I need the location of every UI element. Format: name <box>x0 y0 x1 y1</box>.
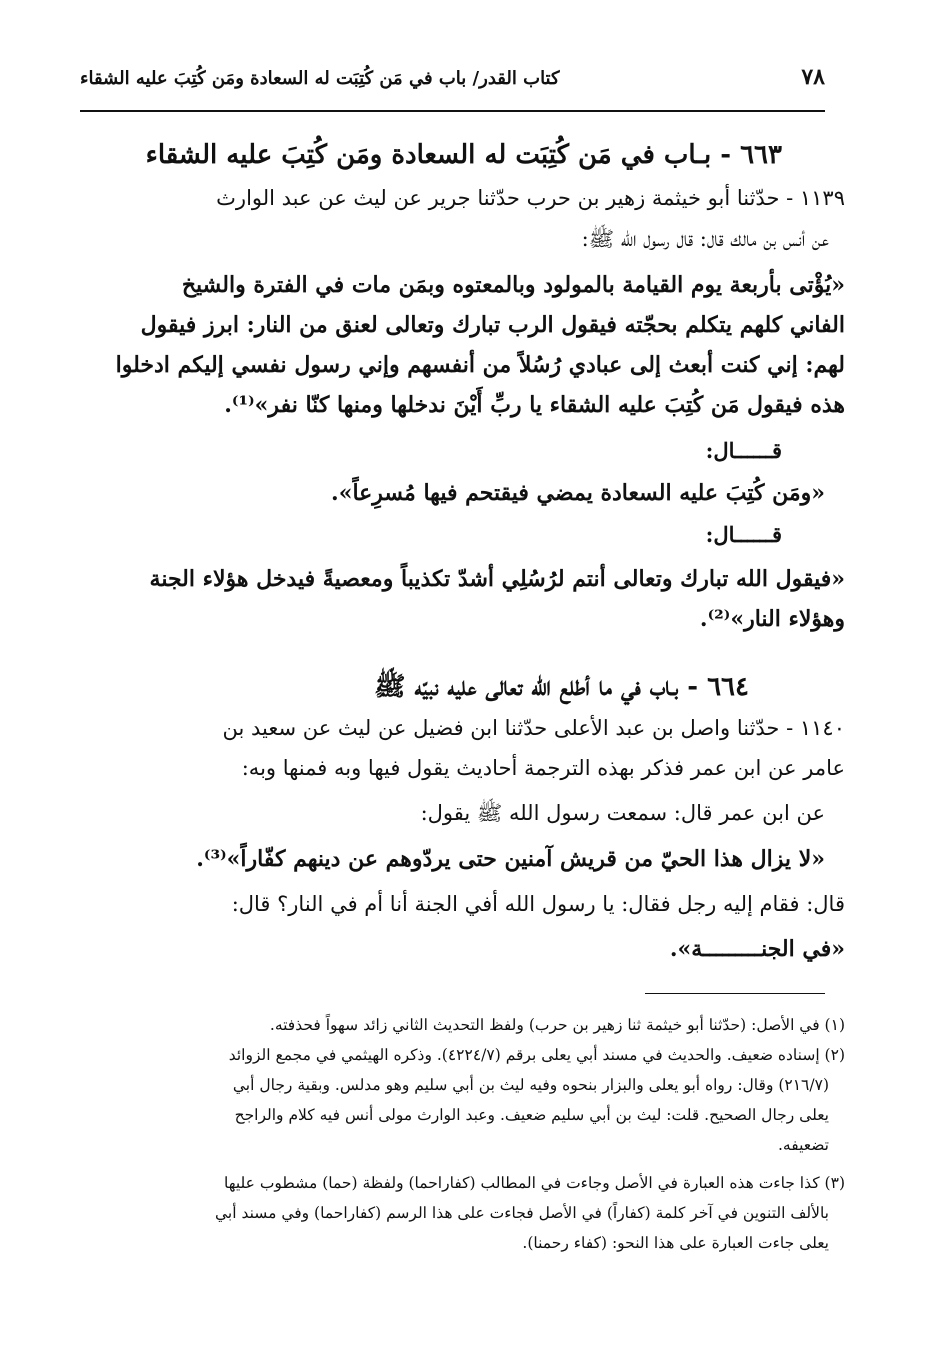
qal-label-2: قــــــال: <box>705 522 782 547</box>
chapter-heading-663: ٦٦٣ - بـاب في مَن كُتِبَت له السعادة ومَن كُتِبَ عليه الشقاء <box>145 140 782 170</box>
hadith-1140-isnad-line-3: عن ابن عمر قال: سمعت رسول الله ﷺ يقول: <box>420 801 825 825</box>
hadith-1140-text-line-3: «في الجنـــــــــة». <box>669 936 845 962</box>
qal-label-1: قــــــال: <box>705 438 782 463</box>
footnote-2-line-2: (٢١٦/٧) وقال: رواه أبو يعلى والبزار بنحوه وفيه ليث بن أبي سليم وهو مدلس. وبقية رجال أبي <box>232 1076 829 1094</box>
hadith-1139-isnad-line-1: ١١٣٩ - حدّثنا أبو خيثمة زهير بن حرب حدّثنا جرير عن ليث عن عبد الوارث <box>216 186 845 210</box>
footnote-3-line-2: بالألف التنوين في آخر كلمة (كفاراً) في الأصل فجاءت على هذا الرسم (كفاراحما) وفي مسند أبي <box>214 1204 829 1222</box>
page-number: ٧٨ <box>801 64 825 90</box>
page-header <box>80 62 825 102</box>
hadith-1139-text-line-3: لهم: إني كنت أبعث إلى عبادي رُسُلاً من أنفسهم وإني رسول نفسي إليكم ادخلوا <box>115 352 845 378</box>
footnote-3-line-3: يعلى جاءت العبارة على هذا النحو: (كفاء رحمنا). <box>522 1234 829 1252</box>
hadith-1139-text-line-2: الفاني كلهم يتكلم بحجّته فيقول الرب تبارك وتعالى لعنق من النار: ابرز فيقول <box>140 312 845 338</box>
hadith-1139-text-line-7: وهؤلاء النار»⁽²⁾. <box>699 606 845 632</box>
hadith-1139-text-line-5: «ومَن كُتِبَ عليه السعادة يمضي فيقتحم فيها مُسرِعاً». <box>331 480 825 506</box>
footnote-2-line-3: يعلى رجال الصحيح. قلت: ليث بن أبي سليم ضعيف. وعبد الوارث مولى أنس فيه كلام والراجح <box>234 1106 829 1124</box>
running-title: كتاب القدر/ باب في مَن كُتِبَت له السعادة ومَن كُتِبَ عليه الشقاء <box>80 68 560 89</box>
chapter-heading-664: ٦٦٤ - بـاب في ما أطلع الله تعالى عليه نبيّه ﷺ <box>374 672 749 702</box>
hadith-1140-text-line-1: «لا يزال هذا الحيّ من قريش آمنين حتى يردّوهم عن دينهم كفّاراً»⁽³⁾. <box>196 846 825 872</box>
hadith-1139-text-line-4: هذه فيقول مَن كُتِبَ عليه الشقاء يا ربِّ أَيْنَ ندخلها ومنها كنّا نفر»⁽¹⁾. <box>224 392 845 418</box>
header-rule <box>80 110 825 112</box>
footnote-3-line-1: (٣) كذا جاءت هذه العبارة في الأصل وجاءت في المطالب (كفاراحما) ولفظة (حما) مشطوب عليها <box>223 1174 845 1192</box>
footnote-2-line-1: (٢) إسناده ضعيف. والحديث في مسند أبي يعلى برقم (٤٢٢٤/٧). وذكره الهيثمي في مجمع الزوائد <box>228 1046 845 1064</box>
hadith-1140-text-line-2: قال: فقام إليه رجل فقال: يا رسول الله أفي الجنة أنا أم في النار؟ قال: <box>231 892 845 916</box>
footnote-1: (١) في الأصل: (حدّثنا أبو خيثمة ثنا زهير بن حرب) ولفظ التحديث الثاني زائد سهواً فحذفته. <box>269 1016 845 1034</box>
hadith-1139-isnad-line-2: عن أنس بن مالك قال: قال رسول الله ﷺ: <box>581 227 829 251</box>
hadith-1140-isnad-line-1: ١١٤٠ - حدّثنا واصل بن عبد الأعلى حدّثنا ابن فضيل عن ليث عن سعيد بن <box>222 716 845 740</box>
hadith-1140-isnad-line-2: عامر عن ابن عمر فذكر بهذه الترجمة أحاديث يقول فيها وبه فمنها وبه: <box>241 756 845 780</box>
hadith-1139-text-line-1: «يُؤْتى بأربعة يوم القيامة بالمولود وبالمعتوه وبمَن مات في الفترة والشيخ <box>181 272 845 298</box>
footnote-2-line-4: تضعيفه. <box>778 1136 829 1154</box>
hadith-1139-text-line-6: «فيقول الله تبارك وتعالى أنتم لرُسُلِي أشدّ تكذيباً ومعصيةً فيدخل هؤلاء الجنة <box>149 566 845 592</box>
footnote-rule <box>645 993 825 994</box>
